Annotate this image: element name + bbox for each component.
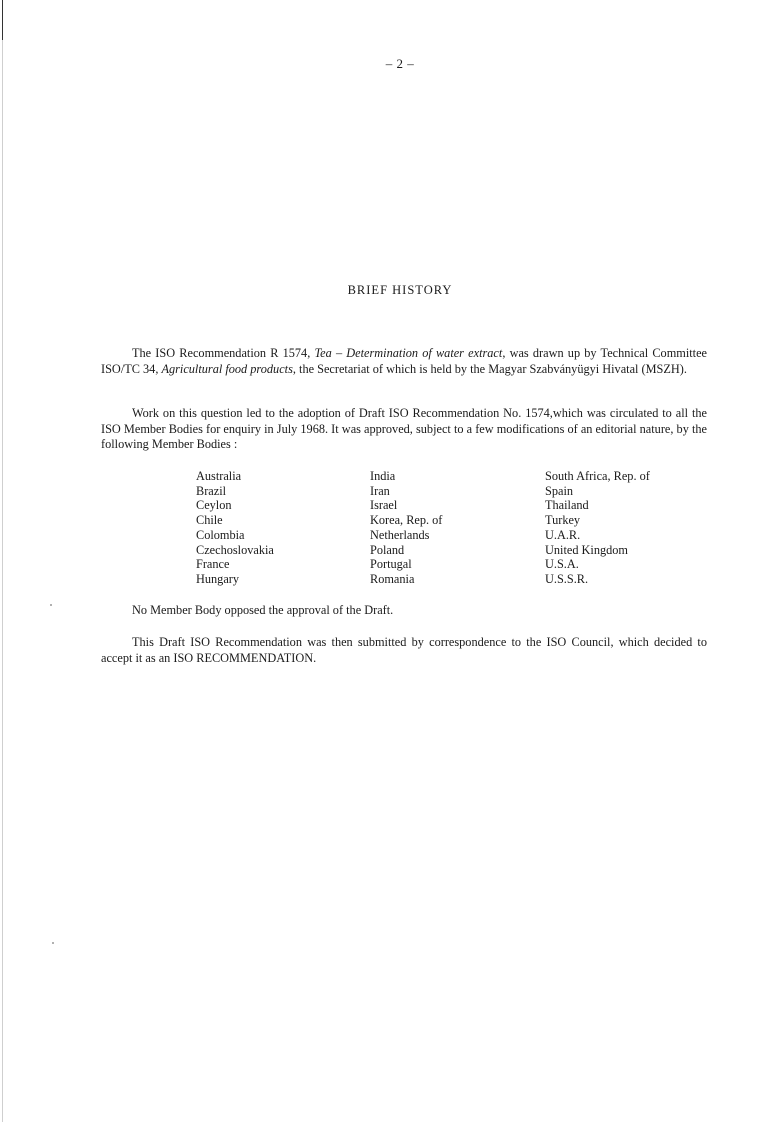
member-body: Romania — [370, 571, 415, 586]
paragraph3-text: No Member Body opposed the approval of the Draft. — [132, 603, 394, 617]
member-body: Portugal — [370, 557, 412, 572]
member-body: U.A.R. — [545, 527, 581, 542]
scan-speck — [50, 604, 52, 606]
recommendation-title: Tea – Determination of water extract — [314, 346, 503, 360]
member-body: Iran — [370, 483, 390, 498]
member-body: Brazil — [196, 483, 227, 498]
member-body: Australia — [196, 469, 242, 483]
member-body: France — [196, 557, 230, 572]
member-body: South Africa, Rep. of — [545, 469, 650, 483]
member-body: Israel — [370, 498, 398, 513]
paragraph1-mid: , was drawn up by Technical Committee ISO/TC 34, — [101, 346, 707, 376]
paragraph4-text: This Draft ISO Recommendation was then submitted by correspondence to the ISO Council, which decided to accept it as an ISO RECOMMENDATION. — [101, 635, 707, 665]
paragraph1-end: , the Secretariat of which is held by the Magyar Szabványügyi Hivatal (MSZH). — [292, 361, 687, 376]
member-body: Spain — [545, 483, 574, 498]
paragraph-no-opposition — [101, 603, 707, 619]
member-body: Poland — [370, 542, 405, 557]
scan-speck — [52, 942, 54, 944]
member-bodies-column-1 — [196, 469, 366, 587]
member-body: Turkey — [545, 513, 581, 528]
member-body: Netherlands — [370, 527, 430, 542]
paragraph1-intro: The ISO Recommendation R 1574, — [132, 346, 315, 360]
member-body: Korea, Rep. of — [370, 513, 443, 528]
member-body: U.S.A. — [545, 557, 579, 572]
member-body: Czechoslovakia — [196, 542, 274, 557]
member-body: Ceylon — [196, 498, 232, 513]
member-bodies-column-3 — [545, 469, 715, 587]
member-body: U.S.S.R. — [545, 571, 589, 586]
member-body: Colombia — [196, 527, 245, 542]
page-number: – 2 – — [385, 56, 415, 71]
member-body: Hungary — [196, 571, 240, 586]
scan-edge-line — [2, 0, 3, 1122]
committee-name: Agricultural food products — [161, 361, 293, 376]
paragraph-council-acceptance — [101, 635, 707, 666]
member-body: United Kingdom — [545, 542, 628, 557]
member-body: Thailand — [545, 498, 589, 513]
section-heading: BRIEF HISTORY — [347, 283, 453, 297]
paragraph2-text: Work on this question led to the adoption of Draft ISO Recommendation No. 1574,which was circulated to all the ISO Member Bodies for enquiry in July 1968. It was approved, subject to a few modifications of an editorial nature, by the following Member Bodies : — [101, 406, 707, 451]
member-body: India — [370, 469, 396, 483]
paragraph-draft-adoption — [101, 406, 707, 453]
paragraph-recommendation-origin — [101, 346, 707, 377]
member-bodies-column-2 — [370, 469, 540, 587]
member-body: Chile — [196, 513, 223, 528]
